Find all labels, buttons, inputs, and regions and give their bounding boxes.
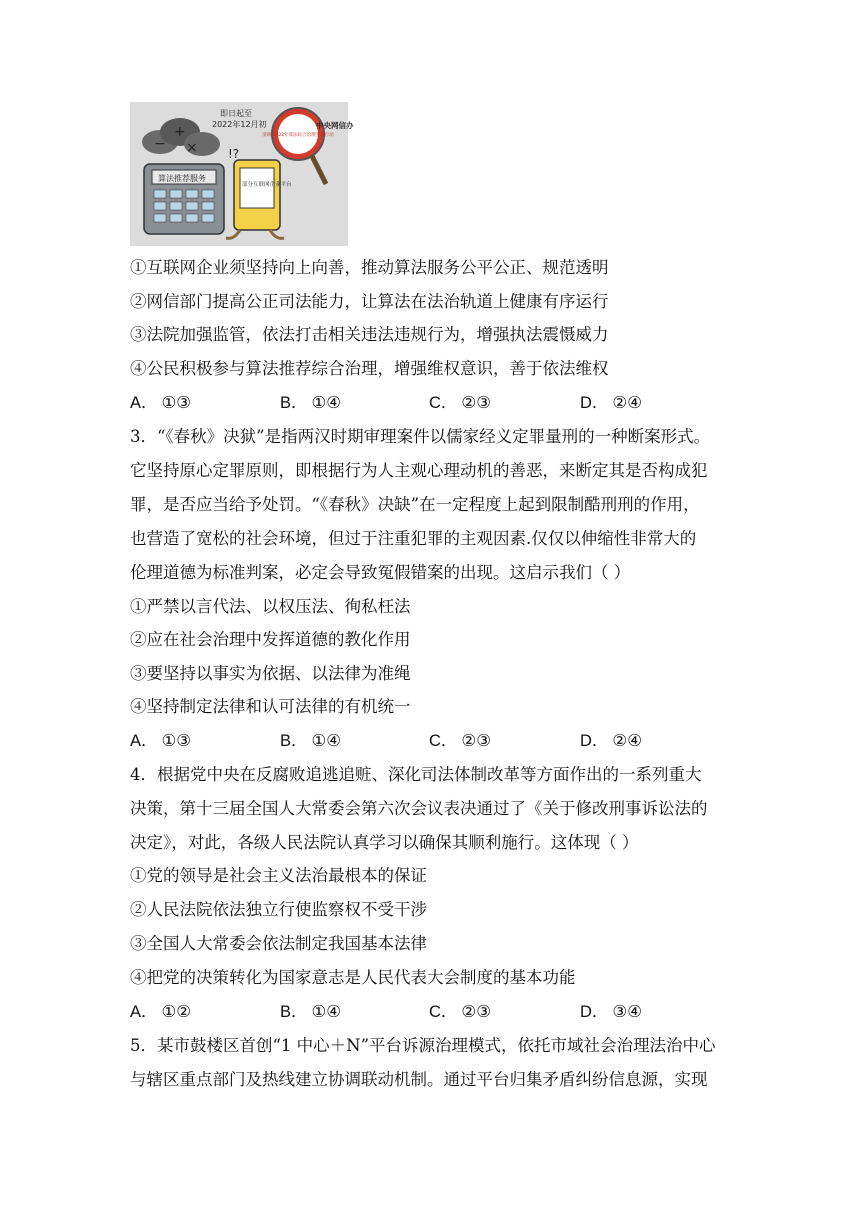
q4-option-c[interactable] bbox=[429, 1001, 491, 1023]
q4-stem-line-1: 4．根据党中央在反腐败追逃追赃、深化司法体制改革等方面作出的一系列重大 bbox=[130, 765, 702, 784]
option-label: C． bbox=[429, 1003, 458, 1021]
q4-statement-1: ①党的领导是社会主义法治最根本的保证 bbox=[130, 866, 427, 885]
q5-stem-line-1: 5．某市鼓楼区首创“1 中心＋N”平台诉源治理模式，依托市域社会治理法治中心 bbox=[130, 1036, 716, 1055]
q2-statement-4: ④公民积极参与算法推荐综合治理，增强维权意识，善于依法维权 bbox=[130, 359, 609, 378]
option-label: D． bbox=[580, 394, 609, 412]
q4-statement-4: ④把党的决策转化为国家意志是人民代表大会制度的基本功能 bbox=[130, 968, 576, 987]
q3-stem-line-4: 也营造了宽松的社会环境，但过于注重犯罪的主观因素.仅仅以伸缩性非常大的 bbox=[130, 529, 697, 548]
svg-text:!?: !? bbox=[228, 147, 240, 161]
option-value: ①③ bbox=[161, 731, 192, 750]
q2-options bbox=[130, 392, 730, 414]
option-value: ①② bbox=[161, 1002, 192, 1021]
q3-option-b[interactable] bbox=[280, 730, 341, 752]
q4-statement-2: ②人民法院依法独立行使监察权不受干涉 bbox=[130, 900, 427, 919]
q5-stem-line-2: 与辖区重点部门及热线建立协调联动机制。通过平台归集矛盾纠纷信息源，实现 bbox=[130, 1070, 708, 1089]
figure-date-line1: 即日起至 bbox=[220, 109, 252, 118]
svg-text:×: × bbox=[186, 140, 198, 156]
option-label: D． bbox=[580, 1003, 609, 1021]
q2-option-a[interactable] bbox=[130, 392, 191, 414]
q3-option-a[interactable] bbox=[130, 730, 191, 752]
option-label: D． bbox=[580, 732, 609, 750]
q3-stem-line-1: 3．“《春秋》决狱”是指两汉时期审理案件以儒家经义定罪量刑的一种断案形式。 bbox=[130, 427, 711, 446]
q4-option-a[interactable] bbox=[130, 1001, 191, 1023]
svg-text:+: + bbox=[174, 124, 186, 140]
calculator-shape bbox=[144, 164, 224, 234]
q4-stem-line-3: 决定》，对此，各级人民法院认真学习以确保其顺利施行。这体现（ ） bbox=[130, 833, 639, 852]
figure-side-label: 中央网信办 bbox=[316, 121, 354, 130]
option-value: ③④ bbox=[612, 1002, 643, 1021]
figure-date-line2: 2022年12月初 bbox=[212, 120, 267, 129]
q3-option-c[interactable] bbox=[429, 730, 491, 752]
option-value: ①④ bbox=[311, 393, 342, 412]
option-label: C． bbox=[429, 394, 458, 412]
phone-label: 部分互联网企业平台 bbox=[242, 182, 292, 188]
calculator-label: 算法推荐服务 bbox=[158, 174, 206, 183]
q4-options bbox=[130, 1001, 730, 1023]
option-value: ②③ bbox=[461, 731, 492, 750]
option-value: ②④ bbox=[612, 731, 643, 750]
q3-stem-line-3: 罪，是否应当给予处罚。“《春秋》决缺”在一定程度上起到限制酷刑刑的作用， bbox=[130, 495, 700, 514]
option-label: B． bbox=[280, 732, 308, 750]
q2-option-c[interactable] bbox=[429, 392, 491, 414]
q2-statement-1: ①互联网企业须坚持向上向善，推动算法服务公平公正、规范透明 bbox=[130, 258, 609, 277]
magnifier-label: 清朗·2022年算法综合治理专项行动 bbox=[262, 133, 334, 138]
option-value: ②④ bbox=[612, 393, 643, 412]
cartoon-svg bbox=[130, 102, 354, 246]
q3-stem-line-2: 它坚持原心定罪原则，即根据行为人主观心理动机的善恶，来断定其是否构成犯 bbox=[130, 461, 708, 480]
option-value: ②③ bbox=[461, 393, 492, 412]
svg-text:−: − bbox=[154, 136, 166, 152]
q3-statement-4: ④坚持制定法律和认可法律的有机统一 bbox=[130, 697, 411, 716]
option-label: B． bbox=[280, 394, 308, 412]
q3-stem-line-5: 伦理道德为标准判案，必定会导致冤假错案的出现。这启示我们（ ） bbox=[130, 563, 631, 582]
q2-statement-2: ②网信部门提高公正司法能力，让算法在法治轨道上健康有序运行 bbox=[130, 292, 609, 311]
q3-option-d[interactable] bbox=[580, 730, 642, 752]
option-value: ①④ bbox=[311, 731, 342, 750]
q4-stem-line-2: 决策，第十三届全国人大常委会第六次会议表决通过了《关于修改刑事诉讼法的 bbox=[130, 799, 708, 818]
option-value: ①④ bbox=[311, 1002, 342, 1021]
q3-options bbox=[130, 730, 730, 752]
q2-option-b[interactable] bbox=[280, 392, 341, 414]
cartoon-illustration bbox=[130, 102, 354, 246]
q4-option-b[interactable] bbox=[280, 1001, 341, 1023]
q3-statement-1: ①严禁以言代法、以权压法、徇私枉法 bbox=[130, 597, 411, 616]
option-label: C． bbox=[429, 732, 458, 750]
q3-statement-3: ③要坚持以事实为依据、以法律为准绳 bbox=[130, 664, 411, 683]
option-value: ②③ bbox=[461, 1002, 492, 1021]
q2-option-d[interactable] bbox=[580, 392, 642, 414]
q2-statement-3: ③法院加强监管，依法打击相关违法违规行为，增强执法震慑威力 bbox=[130, 325, 609, 344]
option-label: A． bbox=[130, 1003, 158, 1021]
option-label: A． bbox=[130, 732, 158, 750]
option-label: B． bbox=[280, 1003, 308, 1021]
option-label: A． bbox=[130, 394, 158, 412]
option-value: ①③ bbox=[161, 393, 192, 412]
q4-option-d[interactable] bbox=[580, 1001, 642, 1023]
q4-statement-3: ③全国人大常委会依法制定我国基本法律 bbox=[130, 934, 427, 953]
q3-statement-2: ②应在社会治理中发挥道德的教化作用 bbox=[130, 630, 411, 649]
